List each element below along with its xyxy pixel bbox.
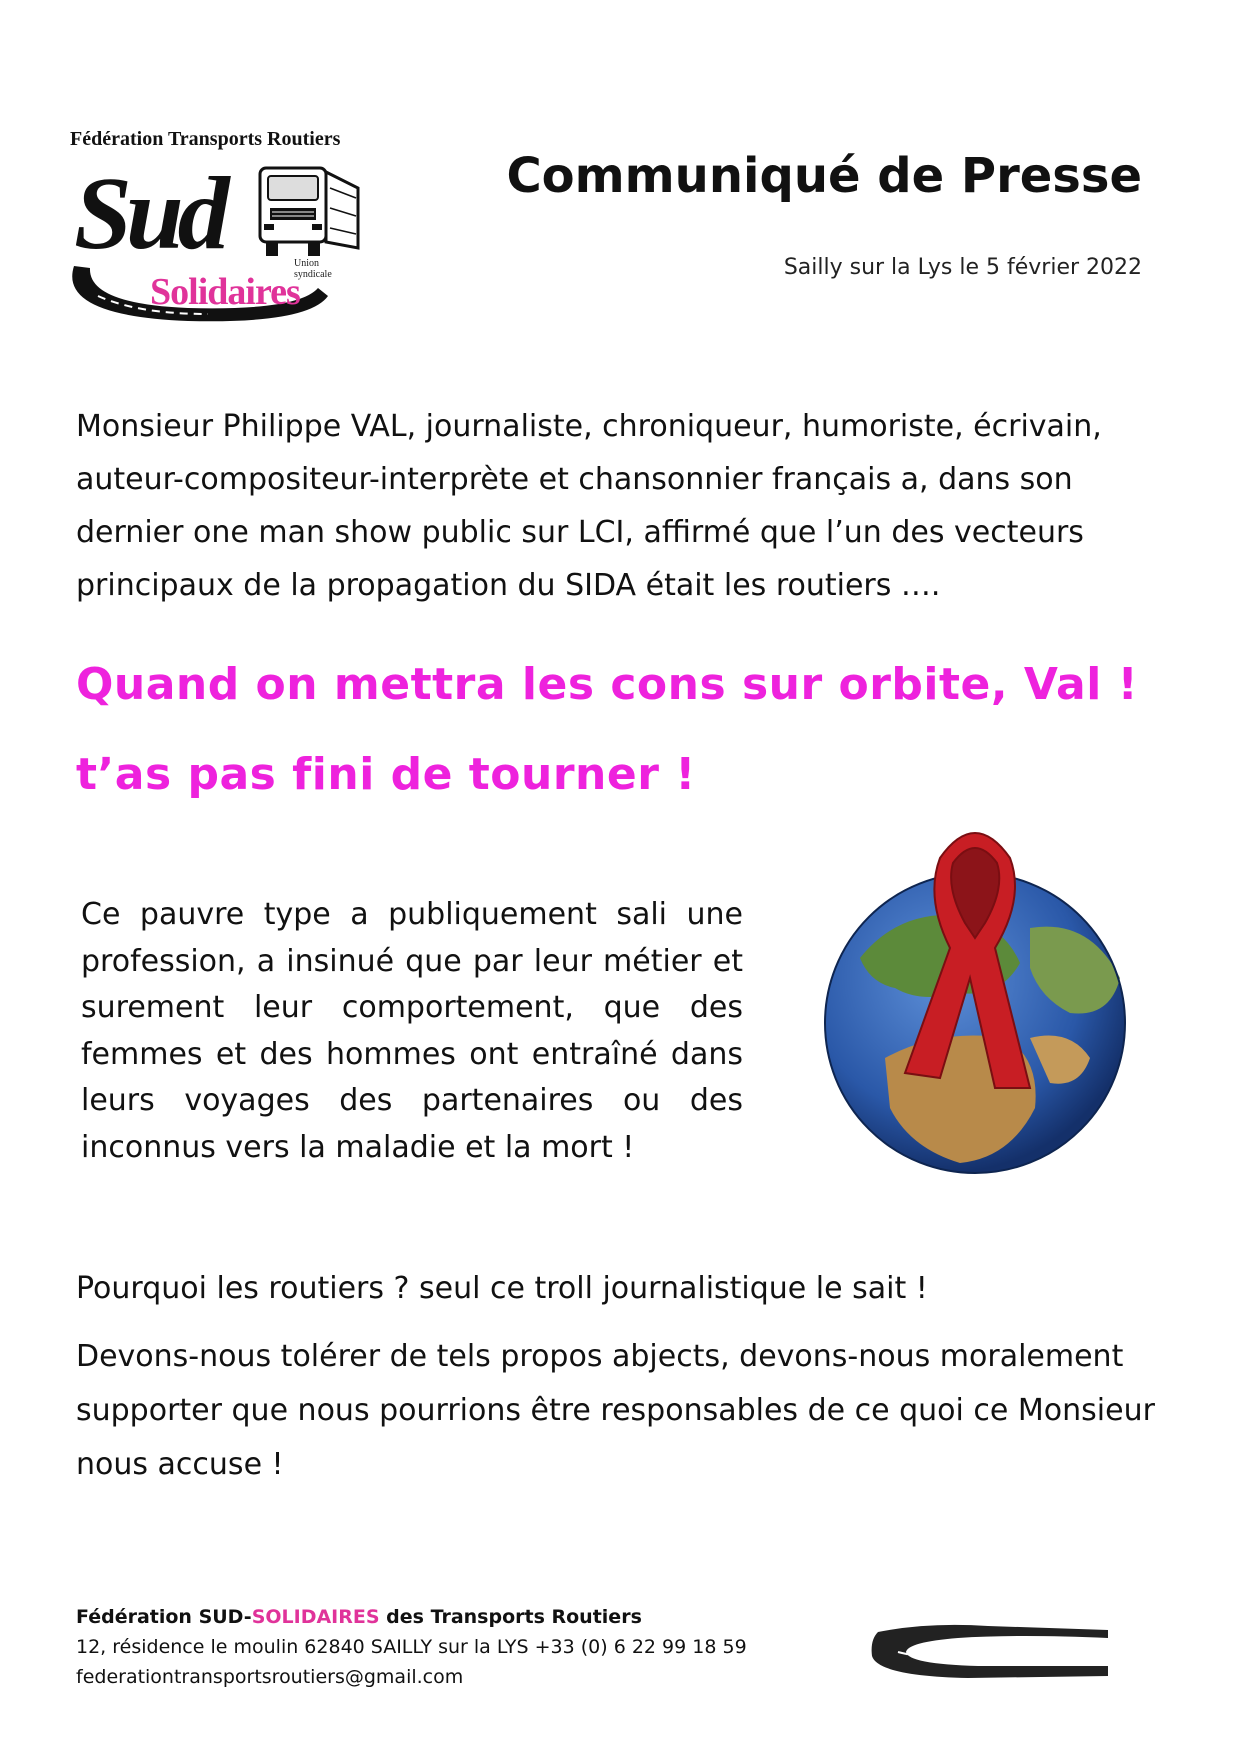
logo-title: Fédération Transports Routiers <box>70 128 341 150</box>
closing-paragraph: Devons-nous tolérer de tels propos abjects, devons-nous moralement supporter que nous pourrions être responsables de ce quoi ce Monsieur nous accuse ! <box>76 1339 1155 1482</box>
intro-paragraph: Monsieur Philippe VAL, journaliste, chroniqueur, humoriste, écrivain, auteur-compositeur-interprète et chansonnier français a, dans son dernier one man show public sur LCI, affirmé que l’un des vecteurs principaux de la propagation du SIDA était les routiers …. <box>76 409 1102 603</box>
road-icon <box>868 1620 1118 1680</box>
page-title: Communiqué de Presse <box>506 148 1142 204</box>
question-paragraph: Pourquoi les routiers ? seul ce troll journalistique le sait ! <box>76 1271 928 1306</box>
globe-with-red-ribbon <box>790 788 1160 1183</box>
document-date: Sailly sur la Lys le 5 février 2022 <box>783 255 1142 280</box>
footer-org-part-2: SOLIDAIRES <box>251 1606 380 1628</box>
truck-icon <box>260 168 358 256</box>
slogan-line-2: t’as pas fini de tourner ! <box>76 749 696 800</box>
footer-organization <box>76 1602 836 1632</box>
footer-org-part-3: des Transports Routiers <box>379 1606 642 1628</box>
footer <box>76 1602 836 1692</box>
federation-logo <box>68 128 408 328</box>
accusation-paragraph: Ce pauvre type a publiquement sali une profession, a insinué que par leur métier et surement leur comportement, que des femmes et des hommes ont entraîné dans leurs voyages des partenaires ou des inconnus vers la maladie et la mort ! <box>81 897 743 1165</box>
logo-sud-text: Sud <box>74 156 224 271</box>
footer-email[interactable]: federationtransportsroutiers@gmail.com <box>76 1666 464 1688</box>
footer-address: 12, résidence le moulin 62840 SAILLY sur la LYS +33 (0) 6 22 99 18 59 <box>76 1636 747 1658</box>
footer-org-part-1: Fédération SUD- <box>76 1606 252 1628</box>
slogan-line-1: Quand on mettra les cons sur orbite, Val ! <box>76 659 1139 710</box>
logo-solidaires: Solidaires <box>150 271 300 313</box>
logo-union-syndicale: Union syndicale <box>294 258 332 280</box>
